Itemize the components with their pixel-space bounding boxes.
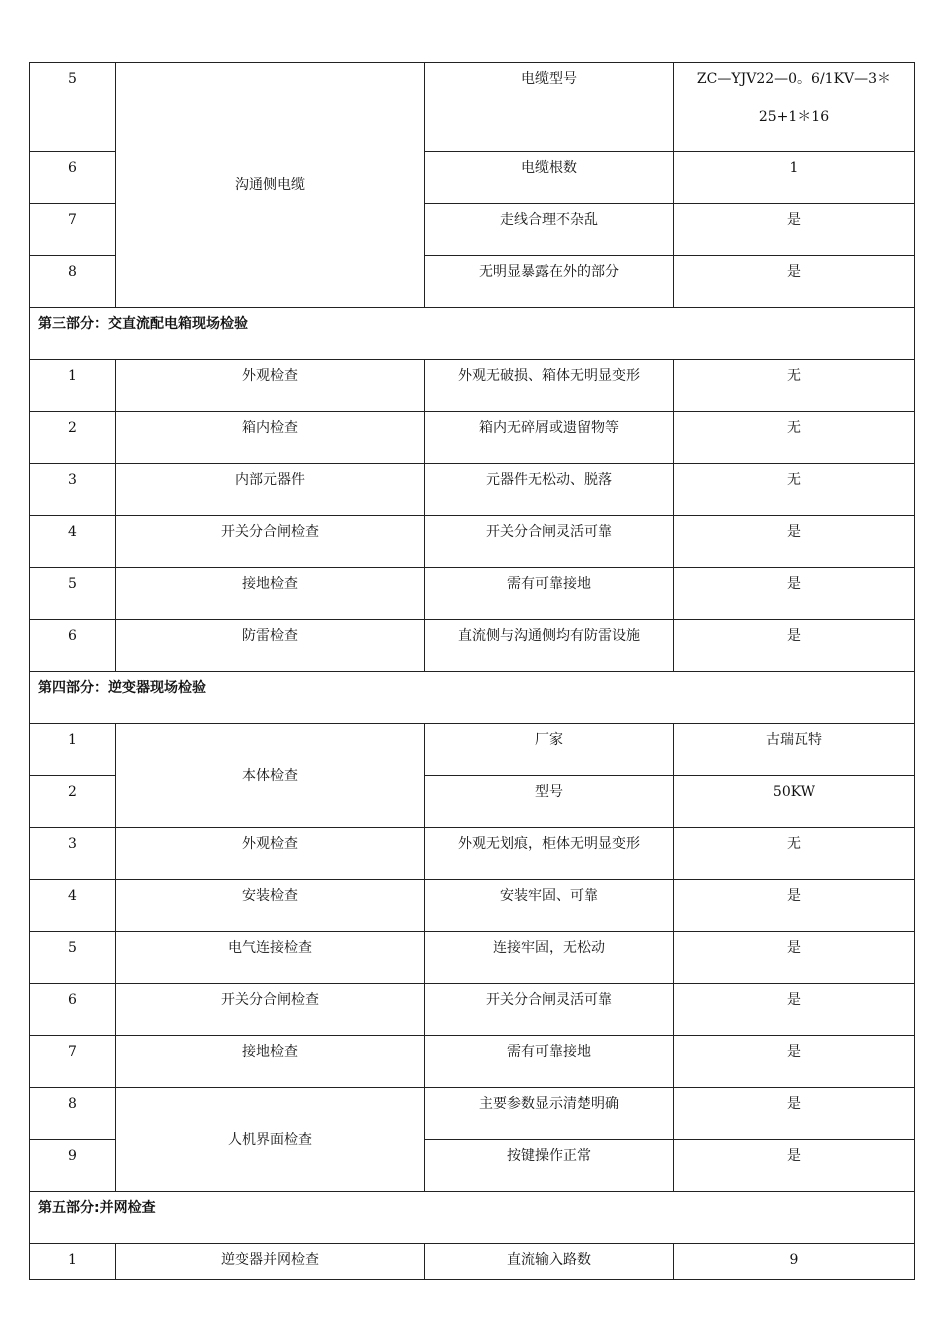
row-number: 1 [30,1244,116,1280]
group-cell: 安装检查 [116,880,425,932]
result-line: 25+1＊16 [758,109,830,125]
result-cell: 是 [674,932,915,984]
result-cell: 是 [674,984,915,1036]
result-cell: 是 [674,1036,915,1088]
result-cell: 是 [674,568,915,620]
table-row [30,464,915,516]
table-row [30,1244,915,1280]
result-cell: 是 [674,880,915,932]
table-row [30,1088,915,1140]
item-cell: 需有可靠接地 [425,1036,674,1088]
result-cell [674,63,915,152]
item-cell: 元器件无松动、脱落 [425,464,674,516]
section-header [30,308,915,360]
section-title: 第三部分：交直流配电箱现场检验 [30,308,915,360]
result-cell: 无 [674,360,915,412]
group-cell: 沟通侧电缆 [116,63,425,308]
result-cell: 是 [674,620,915,672]
row-number: 6 [30,984,116,1036]
group-cell: 外观检查 [116,828,425,880]
result-cell: 50KW [674,776,915,828]
item-cell: 直流输入路数 [425,1244,674,1280]
table-row [30,568,915,620]
item-cell: 外观无破损、箱体无明显变形 [425,360,674,412]
table-row [30,63,915,152]
item-cell: 开关分合闸灵活可靠 [425,516,674,568]
group-cell: 接地检查 [116,568,425,620]
row-number: 3 [30,828,116,880]
row-number: 2 [30,776,116,828]
group-cell: 接地检查 [116,1036,425,1088]
result-cell: 是 [674,204,915,256]
result-cell: 是 [674,1140,915,1192]
section-title: 第四部分：逆变器现场检验 [30,672,915,724]
row-number: 6 [30,620,116,672]
section-header [30,672,915,724]
row-number: 5 [30,932,116,984]
item-cell: 按键操作正常 [425,1140,674,1192]
result-cell: 无 [674,464,915,516]
table-row [30,412,915,464]
item-cell: 开关分合闸灵活可靠 [425,984,674,1036]
item-cell: 无明显暴露在外的部分 [425,256,674,308]
row-number: 5 [30,63,116,152]
row-number: 7 [30,204,116,256]
section-header [30,1192,915,1244]
item-cell: 直流侧与沟通侧均有防雷设施 [425,620,674,672]
group-cell: 本体检查 [116,724,425,828]
group-cell: 箱内检查 [116,412,425,464]
row-number: 9 [30,1140,116,1192]
table-row [30,828,915,880]
table-row [30,880,915,932]
result-cell: 无 [674,828,915,880]
inspection-table [29,62,915,1280]
item-cell: 型号 [425,776,674,828]
row-number: 2 [30,412,116,464]
row-number: 1 [30,360,116,412]
table-row [30,1036,915,1088]
row-number: 7 [30,1036,116,1088]
item-cell: 电缆根数 [425,152,674,204]
item-cell: 箱内无碎屑或遗留物等 [425,412,674,464]
item-cell: 电缆型号 [425,63,674,152]
row-number: 4 [30,516,116,568]
table-row [30,984,915,1036]
row-number: 8 [30,1088,116,1140]
group-cell: 开关分合闸检查 [116,984,425,1036]
group-cell: 内部元器件 [116,464,425,516]
row-number: 5 [30,568,116,620]
section-title: 第五部分:并网检查 [30,1192,915,1244]
result-cell: 是 [674,256,915,308]
item-cell: 需有可靠接地 [425,568,674,620]
result-cell: 无 [674,412,915,464]
group-cell: 外观检查 [116,360,425,412]
group-cell: 人机界面检查 [116,1088,425,1192]
table-row [30,724,915,776]
result-cell: 9 [674,1244,915,1280]
item-cell: 外观无划痕，柜体无明显变形 [425,828,674,880]
row-number: 1 [30,724,116,776]
result-line: ZC—YJV22—0。6/1KV—3＊ [696,71,892,87]
group-cell: 开关分合闸检查 [116,516,425,568]
table-row [30,360,915,412]
item-cell: 安装牢固、可靠 [425,880,674,932]
row-number: 6 [30,152,116,204]
item-cell: 走线合理不杂乱 [425,204,674,256]
row-number: 3 [30,464,116,516]
result-cell: 是 [674,1088,915,1140]
group-cell: 电气连接检查 [116,932,425,984]
item-cell: 连接牢固，无松动 [425,932,674,984]
table-row [30,620,915,672]
result-cell: 是 [674,516,915,568]
item-cell: 主要参数显示清楚明确 [425,1088,674,1140]
result-cell: 古瑞瓦特 [674,724,915,776]
row-number: 8 [30,256,116,308]
table-row [30,516,915,568]
item-cell: 厂家 [425,724,674,776]
row-number: 4 [30,880,116,932]
group-cell: 逆变器并网检查 [116,1244,425,1280]
table-row [30,932,915,984]
group-cell: 防雷检查 [116,620,425,672]
result-cell: 1 [674,152,915,204]
